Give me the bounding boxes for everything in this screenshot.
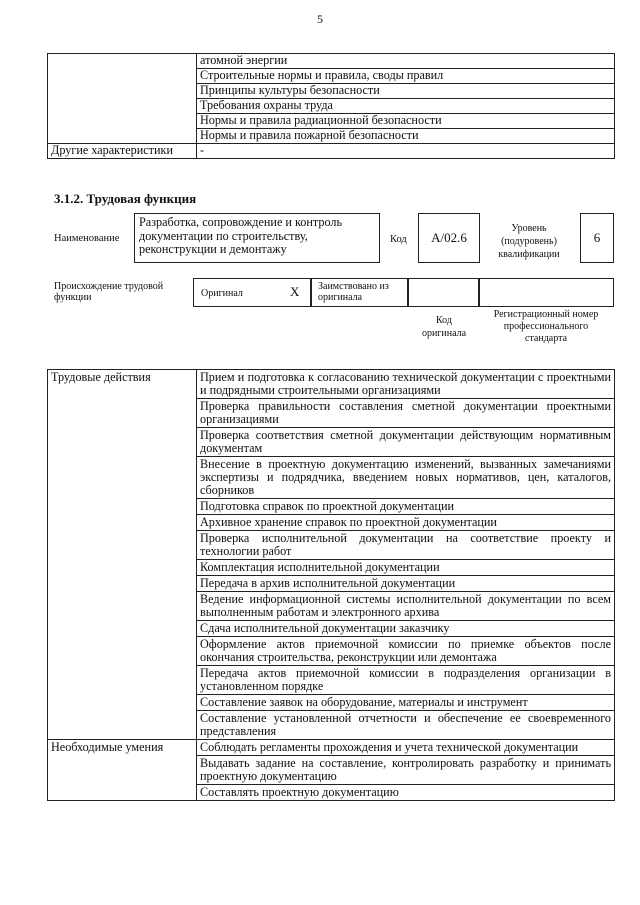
main-table	[47, 369, 615, 801]
labor-action-item: Ведение информационной системы исполнительной документации по всем выполненным работам и электронного архива	[197, 592, 615, 621]
norm-row: Нормы и правила радиационной безопасности	[197, 114, 615, 129]
labor-action-item: Проверка соответствия сметной документации действующим нормативным документам	[197, 428, 615, 457]
labor-action-item: Сдача исполнительной документации заказчику	[197, 621, 615, 637]
labor-action-item: Проверка правильности составления сметной документации проектными организациями	[197, 399, 615, 428]
table-row	[48, 740, 615, 756]
empty-label-cell	[48, 54, 197, 144]
skills-label: Необходимые умения	[48, 740, 197, 801]
skill-item: Выдавать задание на составление, контролировать разработку и принимать проектную документацию	[197, 756, 615, 785]
borrowed-label: Заимствовано из оригинала	[318, 281, 389, 303]
other-characteristics-label: Другие характеристики	[48, 144, 197, 159]
origin-label: Происхождение трудовой функции	[54, 281, 164, 303]
registration-number-caption: Регистрационный номер профессионального стандарта	[493, 309, 599, 344]
page-number: 5	[317, 12, 323, 26]
labor-action-item: Составление установленной отчетности и обеспечение ее своевременного представления	[197, 711, 615, 740]
original-mark: X	[290, 284, 300, 299]
code-label: Код	[390, 234, 407, 245]
origin-divider	[478, 278, 480, 307]
level-value-box: 6	[580, 213, 614, 263]
labor-action-item: Передача в архив исполнительной документации	[197, 576, 615, 592]
norm-row: Требования охраны труда	[197, 99, 615, 114]
table-row	[48, 144, 615, 159]
section-title: 3.1.2. Трудовая функция	[54, 191, 197, 206]
labor-action-item: Подготовка справок по проектной документации	[197, 499, 615, 515]
norm-row: Принципы культуры безопасности	[197, 84, 615, 99]
labor-actions-label: Трудовые действия	[48, 370, 197, 740]
top-table	[47, 53, 615, 159]
labor-action-item: Архивное хранение справок по проектной документации	[197, 515, 615, 531]
labor-action-item: Оформление актов приемочной комиссии по приемке объектов после окончания строительства, реконструкции или демонтажа	[197, 637, 615, 666]
norm-row: атомной энергии	[197, 54, 615, 69]
function-name-box: Разработка, сопровождение и контроль документации по строительству, реконструкции и демонтажу	[134, 213, 380, 263]
name-label: Наименование	[54, 233, 120, 244]
labor-action-item: Проверка исполнительной документации на соответствие проекту и технологии работ	[197, 531, 615, 560]
norm-row: Строительные нормы и правила, своды правил	[197, 69, 615, 84]
labor-action-item: Передача актов приемочной комиссии в подразделения организации в установленном порядке	[197, 666, 615, 695]
level-label: Уровень (подуровень) квалификации	[498, 223, 560, 260]
skill-item: Соблюдать регламенты прохождения и учета технической документации	[197, 740, 615, 756]
function-code-box: A/02.6	[418, 213, 480, 263]
original-code-caption: Код оригинала	[421, 315, 467, 339]
labor-action-item: Внесение в проектную документацию изменений, вызванных замечаниями экспертизы и подрядчика, введением новых нормативов, цен, каталогов, сборников	[197, 457, 615, 499]
origin-divider	[407, 278, 409, 307]
skill-item: Составлять проектную документацию	[197, 785, 615, 801]
origin-divider	[310, 278, 312, 307]
labor-action-item: Комплектация исполнительной документации	[197, 560, 615, 576]
labor-action-item: Прием и подготовка к согласованию технической документации с проектными и подрядными строительными организациями	[197, 370, 615, 399]
norm-row: Нормы и правила пожарной безопасности	[197, 129, 615, 144]
table-row	[48, 370, 615, 399]
other-characteristics-value: -	[197, 144, 615, 159]
table-row	[48, 54, 615, 69]
original-label: Оригинал	[201, 288, 243, 299]
labor-action-item: Составление заявок на оборудование, материалы и инструмент	[197, 695, 615, 711]
